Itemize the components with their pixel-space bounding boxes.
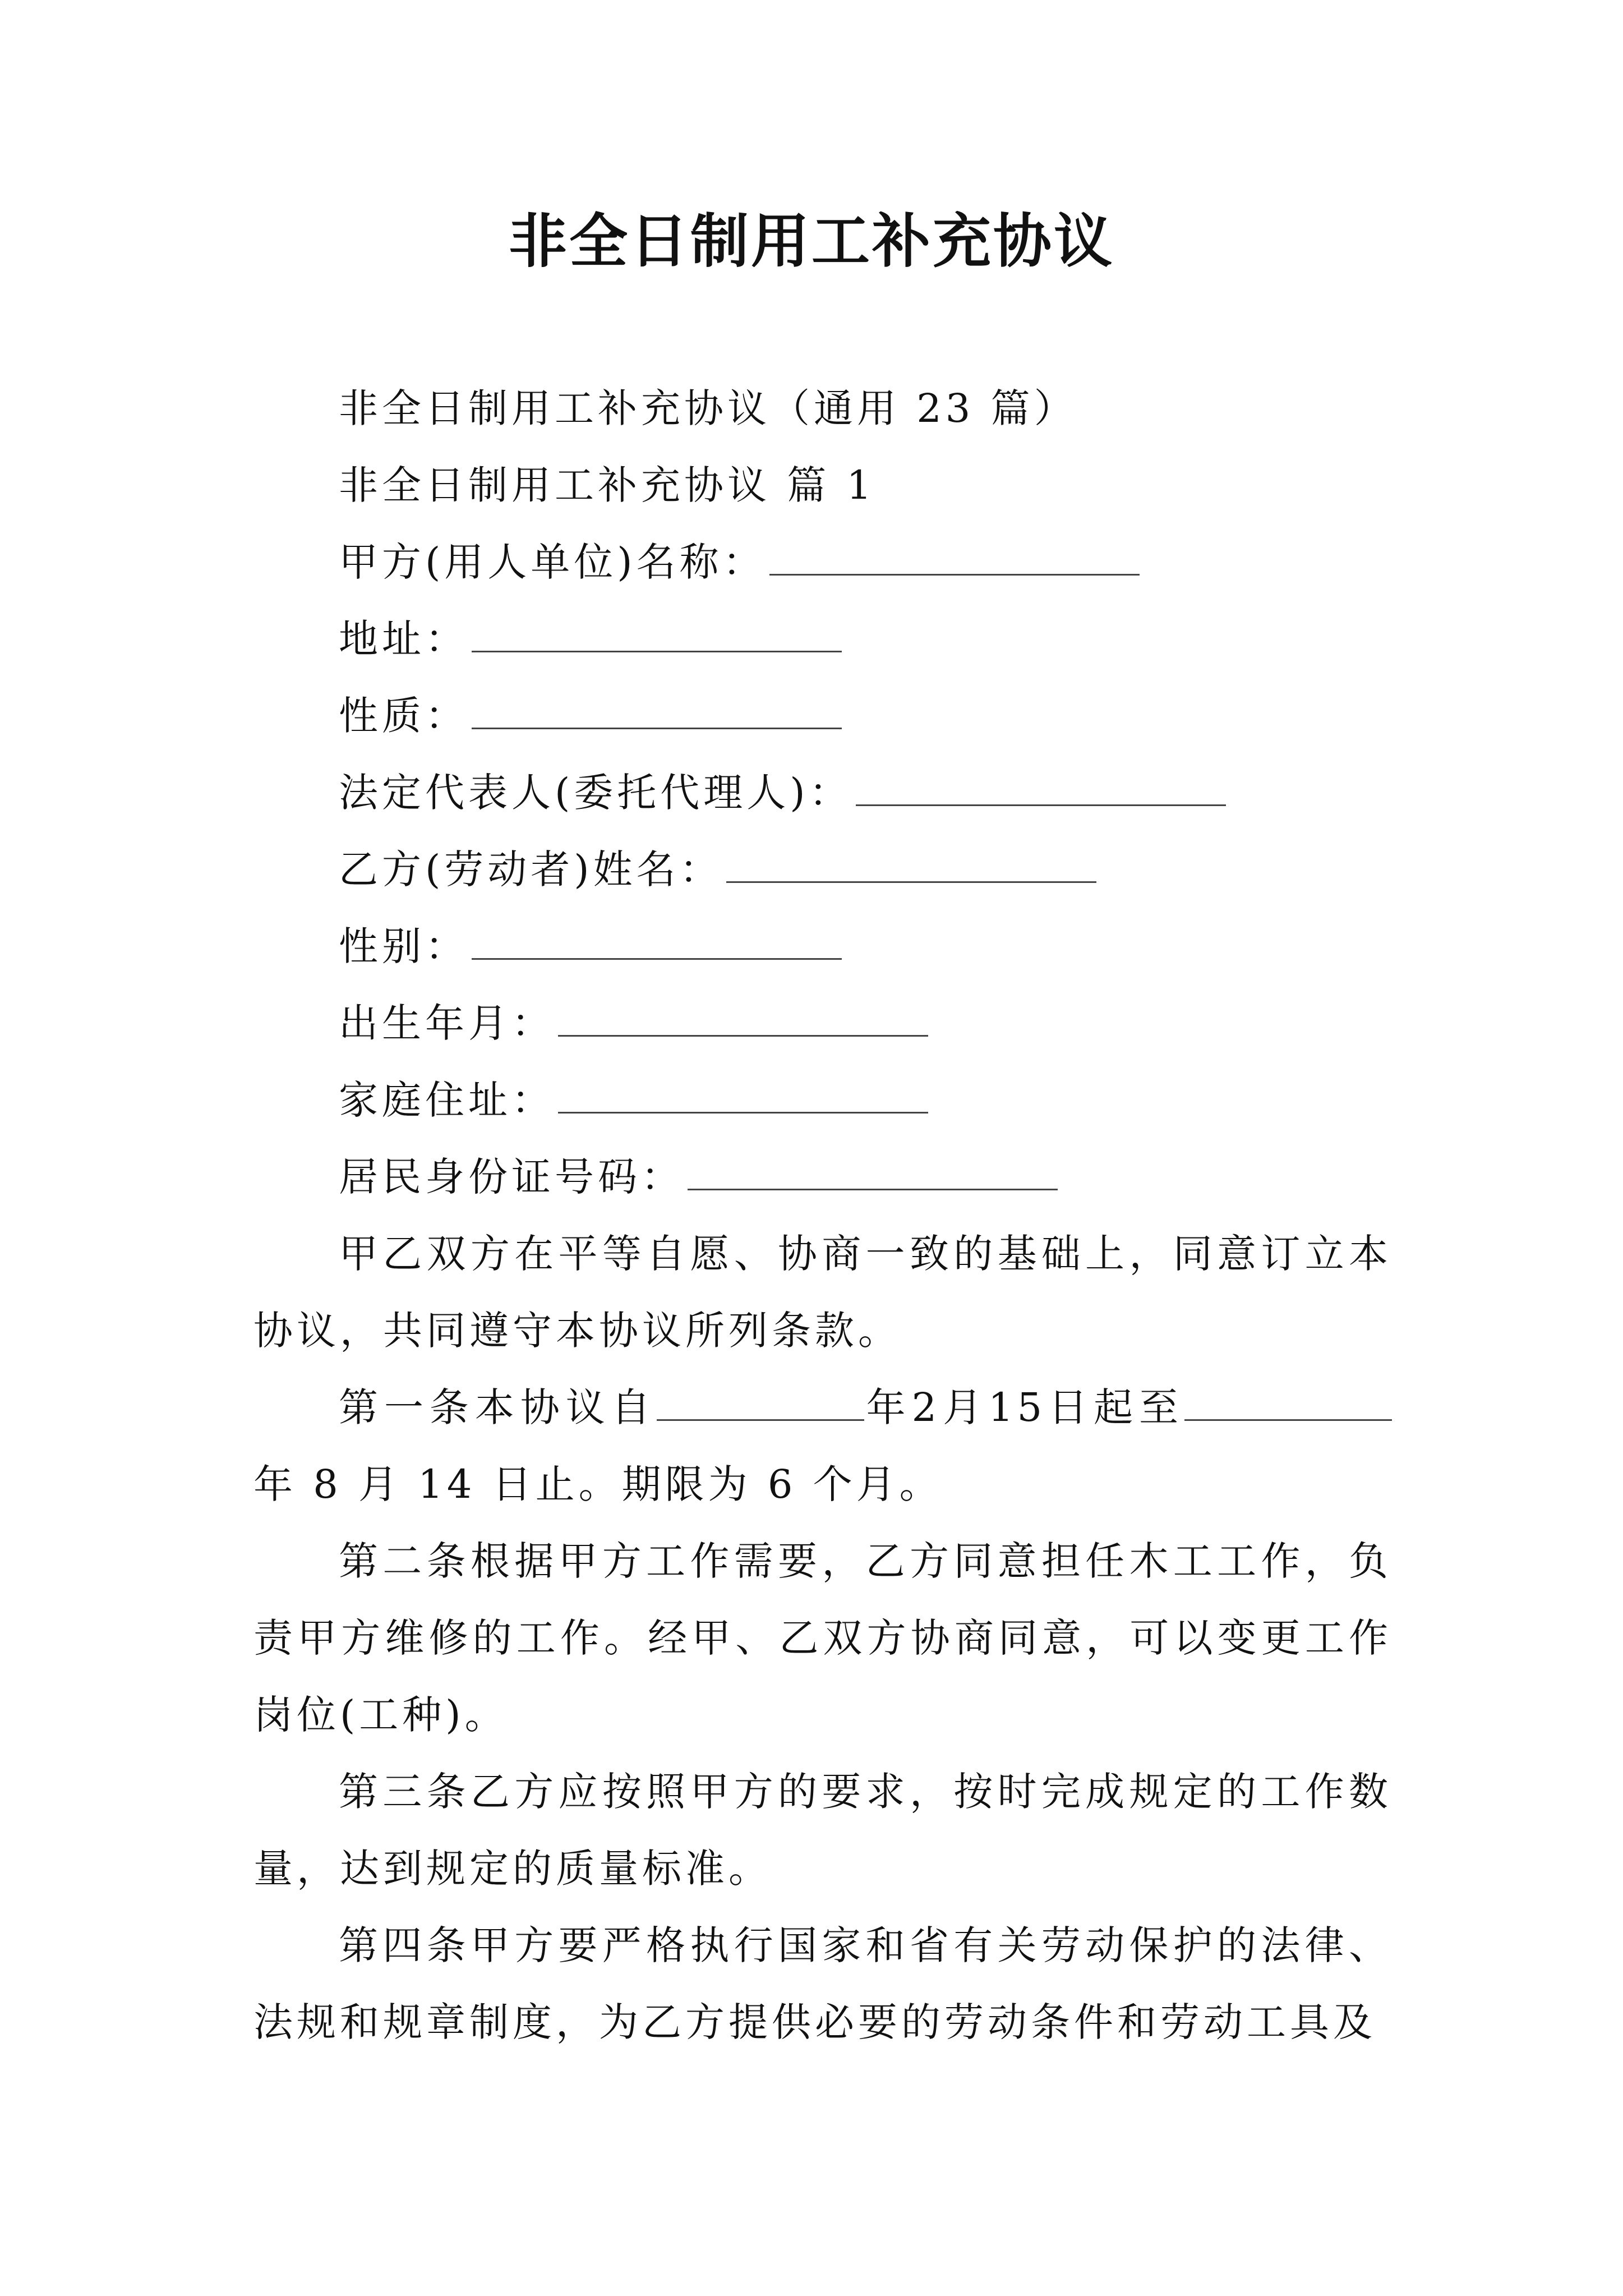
document-body (253, 370, 1392, 2061)
section-heading: 非全日制用工补充协议 篇 1 (339, 462, 876, 508)
intro-paragraph: 甲乙双方在平等自愿、协商一致的基础上，同意订立本协议，共同遵守本协议所列条款。 (253, 1231, 1392, 1354)
field-home-address (253, 1062, 1392, 1139)
field-address (253, 601, 1392, 678)
field-employer-name (253, 524, 1392, 601)
article-1 (253, 1369, 1392, 1523)
article-1-part-3: 年 8 月 14 日止。期限为 6 个月。 (253, 1461, 943, 1507)
field-label: 甲方(用人单位)名称： (339, 539, 766, 585)
year-blank (1184, 1384, 1392, 1421)
fill-in-blank (688, 1154, 1058, 1190)
article-1-part-2: 年2月15日起至 (864, 1384, 1185, 1430)
field-label: 居民身份证号码： (339, 1154, 684, 1200)
fill-in-blank (472, 923, 842, 960)
field-employee-name (253, 831, 1392, 908)
field-label: 地址： (339, 616, 468, 662)
fill-in-blank (856, 770, 1226, 806)
fill-in-blank (558, 1000, 928, 1037)
article-3: 第三条乙方应按照甲方的要求，按时完成规定的工作数量，达到规定的质量标准。 (253, 1769, 1392, 1892)
fill-in-blank (472, 616, 842, 652)
field-birth-date (253, 985, 1392, 1062)
fill-in-blank (726, 846, 1096, 883)
field-nature (253, 678, 1392, 754)
article-2: 第二条根据甲方工作需要，乙方同意担任木工工作，负责甲方维修的工作。经甲、乙双方协商同意，可以变更工作岗位(工种)。 (253, 1538, 1392, 1738)
field-label: 性质： (339, 693, 468, 739)
article-1-part-1: 第一条本协议自 (339, 1384, 657, 1430)
year-blank (657, 1384, 864, 1421)
field-label: 出生年月： (339, 1000, 555, 1046)
field-id-number (253, 1139, 1392, 1216)
document-title: 非全日制用工补充协议 (508, 207, 1114, 275)
fill-in-blank (769, 539, 1140, 576)
article-4: 第四条甲方要严格执行国家和省有关劳动保护的法律、法规和规章制度，为乙方提供必要的劳动条件和劳动工具及 (253, 1922, 1392, 2045)
field-label: 家庭住址： (339, 1077, 555, 1123)
field-gender (253, 908, 1392, 985)
fill-in-blank (558, 1077, 928, 1114)
field-label: 性别： (339, 923, 468, 969)
field-legal-representative (253, 754, 1392, 831)
fill-in-blank (472, 693, 842, 729)
document-subtitle: 非全日制用工补充协议（通用 23 篇） (339, 385, 1077, 431)
field-label: 法定代表人(委托代理人)： (339, 770, 852, 816)
field-label: 乙方(劳动者)姓名： (339, 846, 723, 892)
